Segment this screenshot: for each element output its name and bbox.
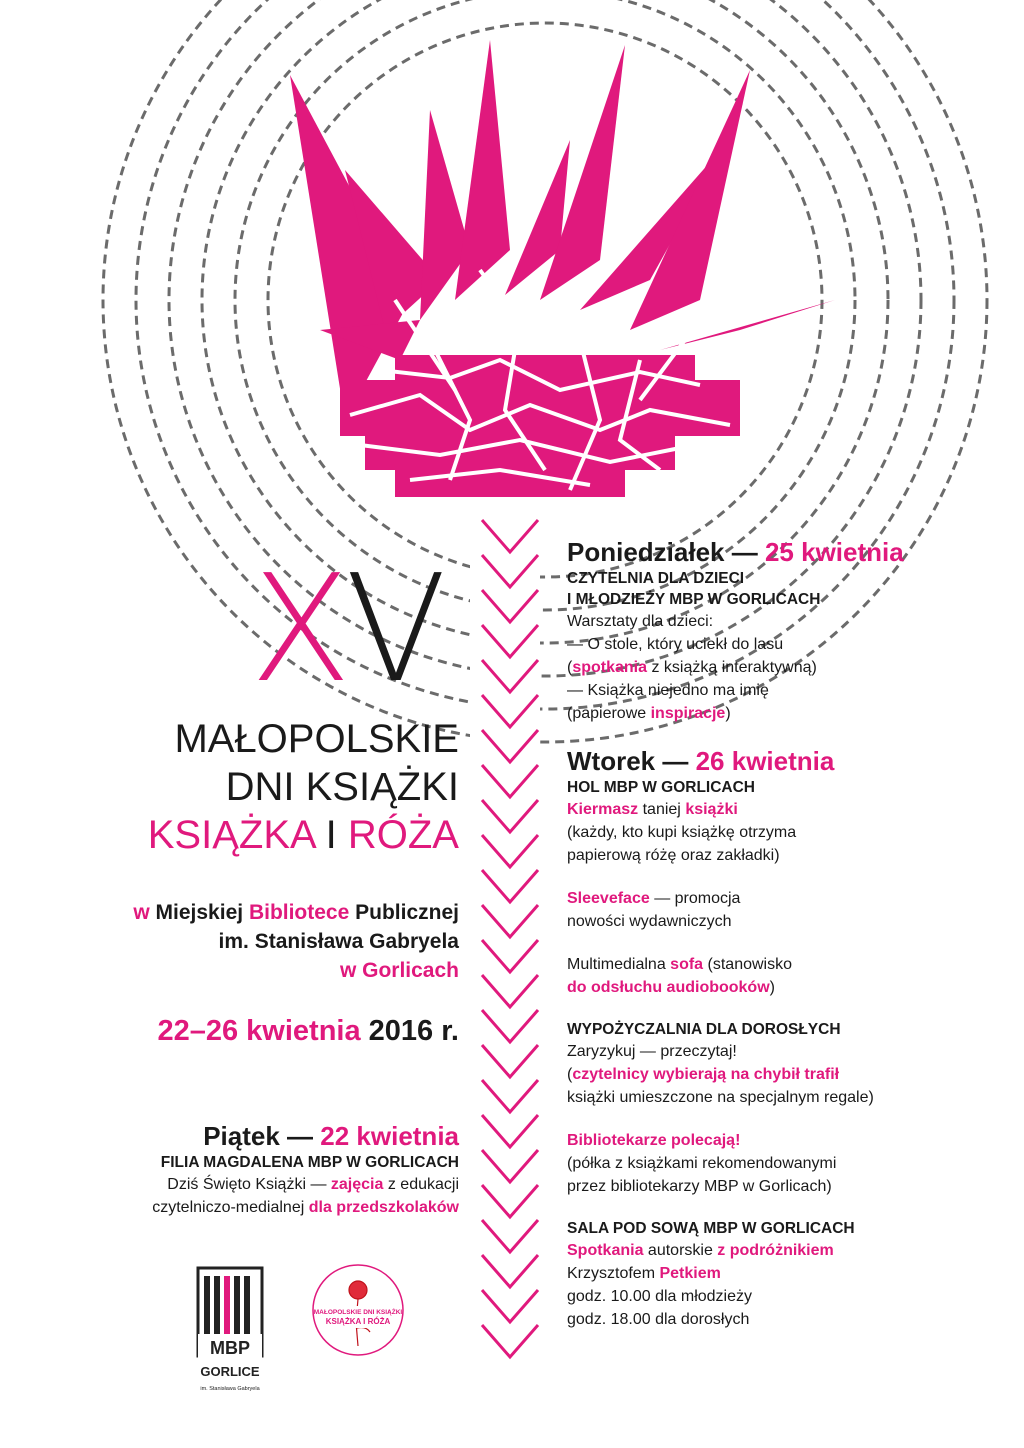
monday-place-2: I MŁODZIEŻY MBP W GORLICACH <box>567 591 821 608</box>
mbp-gorlice-logo <box>192 1262 268 1398</box>
kir-logo-line2: KSIĄŻKA I RÓŻA <box>325 1317 391 1326</box>
title-line-3 <box>148 811 459 859</box>
venue-line-3: w Gorlicach <box>339 959 459 982</box>
edition-number <box>250 543 441 715</box>
sofa-section: Multimedialna sofa (stanowisko do odsłuchu audiobooków) <box>567 956 793 996</box>
friday-heading: Piątek — 22 kwietnia <box>203 1121 459 1151</box>
venue-line-2: im. Stanisława Gabryela <box>218 930 459 953</box>
venue-line-1: w Miejskiej Bibliotece Publicznej <box>133 901 459 924</box>
edition-x: X <box>250 543 346 715</box>
title-i: I <box>325 813 337 857</box>
monday-line-3: (spotkania z książką interaktywną) <box>567 659 817 676</box>
friday-place: FILIA MAGDALENA MBP W GORLICACH <box>160 1154 459 1171</box>
title-line-1: MAŁOPOLSKIE <box>174 717 459 761</box>
kiermasz-line-1: Kiermasz taniej książki <box>567 801 738 818</box>
tuesday-section <box>567 745 1007 867</box>
event-title <box>148 715 459 859</box>
tuesday-heading: Wtorek — 26 kwietnia <box>567 746 835 776</box>
mbp-logo-city: GORLICE <box>200 1364 260 1379</box>
sleeveface-section: Sleeveface — promocja nowości wydawniczych <box>567 890 741 930</box>
date-year: 2016 r. <box>368 1015 459 1047</box>
monday-section <box>567 536 1007 725</box>
tuesday-place: HOL MBP W GORLICACH <box>567 779 756 796</box>
event-dates <box>157 1015 459 1048</box>
sala-section: SALA POD SOWĄ MBP W GORLICACH Spotkania autorskie z podróżnikiem Krzysztofem Petkiem godz. 10.00 dla młodzieży godz. 18.00 dla dorosłych <box>567 1220 855 1328</box>
monday-place-1: CZYTELNIA DLA DZIECI <box>567 570 745 587</box>
venue <box>133 898 459 985</box>
friday-desc-1: Dziś Święto Książki — zajęcia z edukacji <box>167 1176 459 1193</box>
monday-line-1: Warsztaty dla dzieci: <box>567 613 714 630</box>
monday-line-5: (papierowe inspiracje) <box>567 705 731 722</box>
monday-line-4: — Książka niejedno ma imię <box>567 682 769 699</box>
friday-section <box>152 1120 459 1219</box>
kiermasz-line-3: papierową różę oraz zakładki) <box>567 847 780 864</box>
monday-line-2: — O stole, który uciekł do lasu <box>567 636 784 653</box>
edition-v: V <box>345 543 441 715</box>
kir-logo-line1: MAŁOPOLSKIE DNI KSIĄŻKI <box>313 1309 403 1316</box>
mbp-logo-sub: im. Stanisława Gabryela <box>200 1386 260 1392</box>
wypozyczalnia-section: WYPOŻYCZALNIA DLA DOROSŁYCH Zaryzykuj — przeczytaj! (czytelnicy wybierają na chybił trafił książki umieszczone na specjalnym regale) <box>567 1021 874 1106</box>
date-range: 22–26 kwietnia <box>157 1015 361 1047</box>
ksiazka-i-roza-logo <box>310 1262 406 1358</box>
mbp-logo-text: MBP <box>210 1338 250 1358</box>
title-line-2: DNI KSIĄŻKI <box>225 765 459 809</box>
monday-heading: Poniedziałek — 25 kwietnia <box>567 537 904 567</box>
kiermasz-line-2: (każdy, kto kupi książkę otrzyma <box>567 824 797 841</box>
bibliotekarze-section: Bibliotekarze polecają! (półka z książkami rekomendowanymi przez bibliotekarzy MBP w Gorlicach) <box>567 1132 837 1195</box>
title-roza: RÓŻA <box>347 813 459 857</box>
friday-desc-2: czytelniczo-medialnej dla przedszkolaków <box>152 1199 459 1216</box>
title-ksiazka: KSIĄŻKA <box>147 813 315 857</box>
program-column <box>567 536 1007 1351</box>
